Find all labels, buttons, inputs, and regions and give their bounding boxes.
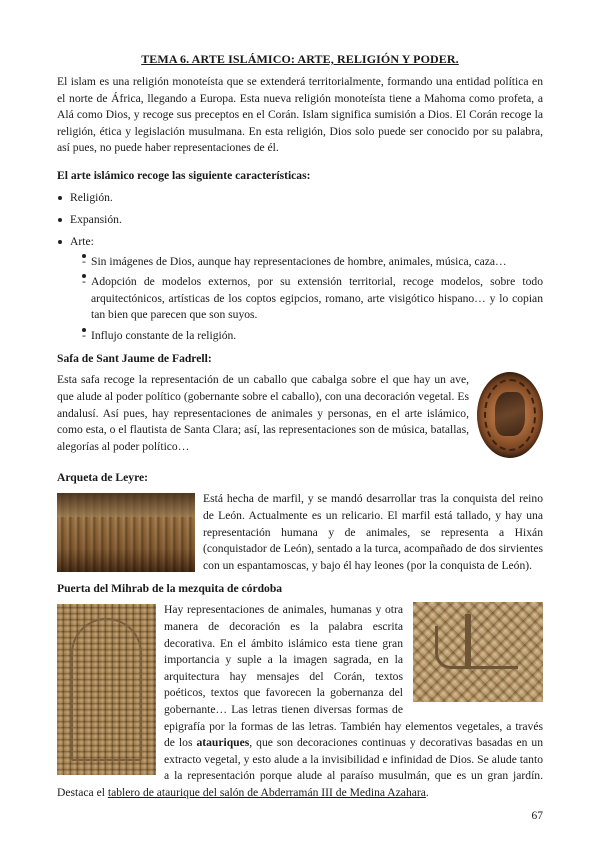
characteristics-heading: El arte islámico recoge las siguiente características:	[57, 168, 311, 182]
mihrab-text-end: .	[425, 786, 429, 799]
horse-rider-figure	[495, 392, 525, 436]
list-item-label: Arte:	[70, 234, 94, 248]
mihrab-heading: Puerta del Mihrab de la mezquita de córdoba	[57, 582, 283, 596]
characteristics-list	[57, 190, 543, 345]
safa-paragraph: Esta safa recoge la representación de un caballo que cabalga sobre el que hay un ave, que alude al poder político (gobernante sobre el caballo), con una decoración vegetal. Es andalusí. Así pues, hay representaciones de animales y personas, en el arte islámico, como esta, o el flautista de Santa Clara; así, las representaciones son de música, batallas, alegorías al poder político…	[57, 373, 469, 453]
kufic-letter-shape	[435, 626, 518, 669]
intro-paragraph: El islam es una religión monoteísta que se extenderá territorialmente, formando una entidad política en el norte de África, llegando a Europa. Esta nueva religión monoteísta tiene a Mahoma como profeta, a Alá como Dios, y recoge sus preceptos en el Corán. Islam significa sumisión a Dios. El Corán recoge la religión, ética y legislación musulmana. En esta religión, Dios solo puede ser conocido por su palabra, así pues, no puede haber representaciones de él.	[57, 75, 543, 155]
arqueta-lid	[57, 493, 195, 517]
list-item	[57, 234, 543, 345]
arqueta-heading: Arqueta de Leyre:	[57, 471, 149, 485]
mihrab-door-image	[57, 604, 156, 775]
kufic-letter-stem	[465, 614, 471, 666]
document-page	[57, 52, 543, 802]
mihrab-arch	[71, 618, 142, 761]
mihrab-text-part2: , que son decoraciones continuas y decorativas basadas en un extracto vegetal, y esto alude a la invisibilidad e infinidad de Dios. Se alude tanto a la representación porque alude al paraíso musulmán, que es un gran jardín. Destaca el	[57, 736, 543, 799]
sublist-item: - Adopción de modelos externos, por su extensión territorial, recoge modelos, sobre todo arquitectónicos, artísticas de los coptos egipcios, romano, arte visigótico hispano… y lo copian tan bien que parecen que son suyos.	[82, 274, 543, 324]
epigraphy-panel-image	[413, 602, 543, 702]
sublist-item: - Influjo constante de la religión.	[82, 328, 543, 345]
arqueta-image	[57, 493, 195, 572]
page-number: 67	[531, 810, 543, 822]
sublist-item: - Sin imágenes de Dios, aunque hay representaciones de hombre, animales, música, caza…	[82, 254, 543, 271]
arqueta-paragraph: Está hecha de marfil, y se mandó desarrollar tras la conquista del reino de León. Actualmente es un relicario. El marfil está tallado, y hay una representación humana y de animales, se representa a Hixán (conquistador de León), sentado a la turca, acompañado de dos sirvientes con un espantamoscas, y bajo él hay leones (por la conquista de León).	[203, 492, 543, 572]
page-title: TEMA 6. ARTE ISLÁMICO: ARTE, RELIGIÓN Y PODER.	[141, 52, 459, 66]
mihrab-text-part1: Hay representaciones de animales, humanas y otra manera de decoración es la palabra escrita decorativa. En el ámbito islámico esta tiene gran importancia y suple a la imagen sagrada, en la arquitectura hay mensajes del Corán, textos poéticos, textos que favorecen la gobernanza del gobernante… Las letras tienen diversas formas de epigrafía por la formas de las letras. También hay elementos vegetales, a través de los	[164, 603, 543, 750]
safa-image	[477, 372, 543, 458]
list-item: Expansión.	[57, 212, 543, 228]
atauriques-term: atauriques	[196, 736, 250, 750]
art-sublist	[82, 254, 543, 345]
safa-heading: Safa de Sant Jaume de Fadrell:	[57, 352, 212, 366]
list-item: Religión.	[57, 190, 543, 206]
medina-azahara-link[interactable]: tablero de ataurique del salón de Abderramán III de Medina Azahara	[107, 786, 426, 799]
